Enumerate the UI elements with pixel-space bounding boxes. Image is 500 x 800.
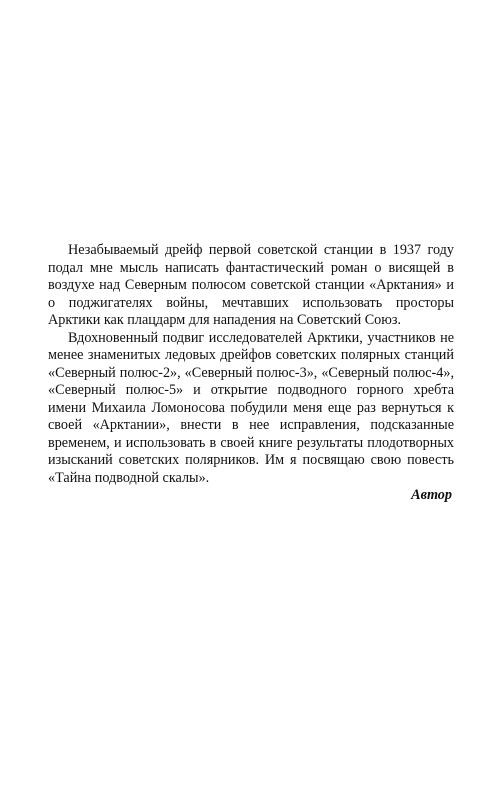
- author-foreword: [48, 242, 454, 505]
- foreword-paragraph-2: Вдохновенный подвиг исследователей Арктики, участников не менее знаменитых ледовых дрейфов советских полярных станций «Северный полюс-2», «Северный полюс-3», «Северный полюс-4», «Северный полюс-5» и открытие подводного горного хребта имени Михаила Ломоносова побудили меня еще раз вернуться к своей «Арктании», внести в нее исправления, подсказанные временем, и использовать в своей книге результаты плодотворных изысканий советских полярников. Им я посвящаю свою повесть «Тайна подводной скалы».: [48, 329, 454, 486]
- author-signature: Автор: [411, 487, 452, 503]
- foreword-paragraph-1: Незабываемый дрейф первой советской станции в 1937 году подал мне мысль написать фантастический роман о висящей в воздухе над Северным полюсом советской станции «Арктания» и о поджигателях войны, мечтавших использовать просторы Арктики как плацдарм для нападения на Советский Союз.: [48, 242, 454, 328]
